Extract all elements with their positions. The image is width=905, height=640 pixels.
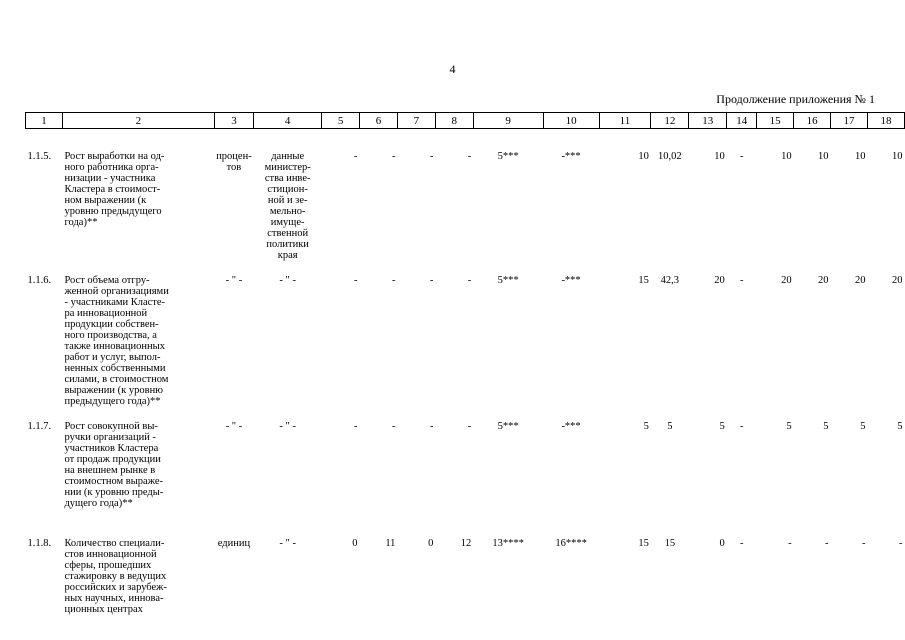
data-source (254, 261, 322, 407)
header-cell: 7 (397, 113, 435, 129)
value-cell: 5*** (497, 151, 519, 162)
value-cell: - (391, 275, 396, 286)
data-source-line: политики (266, 239, 309, 250)
data-source-line: ной и зе- (267, 195, 308, 206)
value-cell: - (739, 151, 744, 162)
indicator-name-line: Рост выработки на од- (64, 151, 165, 162)
value-cell: - (354, 421, 358, 432)
unit-of-measure (214, 524, 254, 615)
value-cell: -*** (561, 151, 581, 162)
header-cell: 11 (599, 113, 651, 129)
indicator-name-line: Рост объема отгру- (64, 275, 150, 286)
value-cell: - (467, 421, 472, 432)
indicator-name-line: женной организациями (64, 286, 169, 297)
value-cell: - (467, 151, 472, 162)
header-cell: 5 (322, 113, 360, 129)
value-cell: 5 (667, 421, 673, 432)
value-cell: 5 (643, 421, 649, 432)
value-cell: 0 (428, 538, 434, 549)
data-source-line: ственной (267, 228, 309, 239)
unit-of-measure-line: тов (226, 162, 242, 173)
header-row (26, 113, 905, 129)
table-row (26, 524, 905, 615)
header-cell: 14 (727, 113, 757, 129)
value-cell: 10 (854, 151, 866, 162)
indicator-name-line: ном выражении (к (64, 195, 147, 206)
indicator-name-line: предыдущего года)** (64, 396, 161, 407)
indicator-name-line: сферы, прошедших (64, 560, 152, 571)
table-row (26, 407, 905, 524)
indicator-name-line: ручки организаций - (64, 432, 156, 443)
value-cell: 20 (892, 275, 903, 286)
data-source (254, 524, 322, 615)
value-cell: - (429, 275, 434, 286)
indicator-name-line: на внешнем рынке в (64, 465, 156, 476)
indicator-name-line: продукции собствен- (64, 319, 159, 330)
value-cell: 15 (638, 538, 649, 549)
value-cell: -*** (561, 275, 581, 286)
value-cell: 10 (818, 151, 829, 162)
value-cell: - (788, 538, 792, 549)
value-cell: 0 (352, 538, 358, 549)
indicator-name-line: работ и услуг, выпол- (64, 352, 161, 363)
data-source-line: края (277, 250, 298, 261)
indicator-name-line: нии (к уровню преды- (64, 487, 164, 498)
indicator-name-line: ного работника орга- (64, 162, 159, 173)
value-cell: - (899, 538, 903, 549)
indicator-name-line: Количество специали- (64, 538, 165, 549)
indicator-name-line: также инновационных (64, 341, 165, 352)
indicator-name-line: участников Кластера (64, 443, 159, 454)
header-cell: 17 (831, 113, 868, 129)
indicator-name-line: ного производства, а (64, 330, 157, 341)
data-source-line: стицион- (267, 184, 308, 195)
value-cell: 5 (897, 421, 903, 432)
header-cell: 18 (867, 113, 904, 129)
header-cell: 15 (757, 113, 794, 129)
data-source-line: - " - (279, 421, 296, 432)
header-cell: 12 (651, 113, 689, 129)
continuation-label: Продолжение приложения № 1 (716, 92, 875, 106)
value-cell: - (391, 421, 396, 432)
indicator-name-line: ных научных, иннова- (64, 593, 164, 604)
indicator-name (62, 129, 214, 262)
header-cell: 3 (214, 113, 254, 129)
unit-of-measure (214, 407, 254, 524)
row-number: 1.1.5. (27, 151, 52, 162)
unit-of-measure-line: единиц (217, 538, 251, 549)
header-cell: 4 (254, 113, 322, 129)
value-cell: 11 (385, 538, 396, 549)
header-cell: 1 (26, 113, 63, 129)
value-cell: - (739, 275, 744, 286)
value-cell: 12 (460, 538, 472, 549)
value-cell: 5 (786, 421, 792, 432)
value-cell: 10 (638, 151, 649, 162)
value-cell: 10 (781, 151, 792, 162)
value-cell: 10,02 (658, 151, 682, 162)
value-cell: 5*** (497, 275, 519, 286)
value-cell: - (739, 421, 744, 432)
indicator-name-line: Кластера в стоимост- (64, 184, 161, 195)
unit-of-measure-line: - " - (225, 275, 243, 286)
page-number: 4 (449, 62, 456, 76)
value-cell: 13**** (492, 538, 524, 549)
value-cell: 42,3 (660, 275, 680, 286)
indicator-name-line: ра инновационной (64, 308, 148, 319)
indicator-name-line: от продаж продукции (64, 454, 161, 465)
data-source-line: данные (271, 151, 305, 162)
value-cell: 10 (892, 151, 903, 162)
row-number: 1.1.8. (27, 538, 52, 549)
value-cell: 5 (823, 421, 829, 432)
header-cell: 2 (62, 113, 214, 129)
indicator-name (62, 261, 214, 407)
value-cell: 20 (818, 275, 829, 286)
indicator-name-line: стов инновационной (64, 549, 157, 560)
unit-of-measure (214, 129, 254, 262)
value-cell: 15 (664, 538, 676, 549)
value-cell: - (429, 151, 434, 162)
value-cell: - (739, 538, 744, 549)
indicator-name (62, 524, 214, 615)
table-row (26, 129, 905, 262)
value-cell: 10 (714, 151, 725, 162)
indicator-name-line: ненных собственными (64, 363, 166, 374)
unit-of-measure-line: процен- (216, 151, 252, 162)
value-cell: 5 (860, 421, 866, 432)
value-cell: 16**** (555, 538, 587, 549)
header-cell: 16 (794, 113, 831, 129)
data-source-line: - " - (279, 538, 296, 549)
value-cell: 0 (719, 538, 725, 549)
indicator-name-line: российских и зарубеж- (64, 582, 167, 593)
header-cell: 10 (543, 113, 599, 129)
indicator-name-line: - участниками Класте- (64, 297, 166, 308)
indicator-name-line: выражении (к уровню (64, 385, 164, 396)
unit-of-measure-line: - " - (225, 421, 243, 432)
value-cell: - (861, 538, 866, 549)
header-cell: 13 (689, 113, 727, 129)
indicators-table (25, 112, 905, 615)
data-source (254, 407, 322, 524)
table-row (26, 261, 905, 407)
value-cell: 5 (719, 421, 725, 432)
unit-of-measure (214, 261, 254, 407)
data-source-line: мельно- (269, 206, 306, 217)
value-cell: - (354, 151, 358, 162)
data-source-line: имуще- (270, 217, 305, 228)
indicator-name-line: стажировку в ведущих (64, 571, 167, 582)
indicator-name-line: уровню предыдущего (64, 206, 162, 217)
data-source-line: ства инве- (264, 173, 311, 184)
indicator-name-line: силами, в стоимостном (64, 374, 169, 385)
data-source (254, 129, 322, 262)
indicator-name-line: дущего года)** (64, 498, 133, 509)
value-cell: - (391, 151, 396, 162)
value-cell: 20 (854, 275, 866, 286)
indicator-name (62, 407, 214, 524)
value-cell: - (467, 275, 472, 286)
value-cell: 15 (638, 275, 649, 286)
data-source-line: министер- (264, 162, 311, 173)
indicator-name-line: низации - участника (64, 173, 156, 184)
value-cell: 20 (714, 275, 725, 286)
value-cell: - (429, 421, 434, 432)
value-cell: - (825, 538, 829, 549)
header-cell: 6 (360, 113, 398, 129)
indicator-name-line: стоимостном выраже- (64, 476, 163, 487)
indicator-name-line: Рост совокупной вы- (64, 421, 158, 432)
indicator-name-line: года)** (64, 217, 98, 228)
indicator-name-line: ционных центрах (64, 604, 143, 615)
header-cell: 9 (473, 113, 543, 129)
value-cell: 20 (781, 275, 792, 286)
header-cell: 8 (435, 113, 473, 129)
row-number: 1.1.6. (27, 275, 52, 286)
value-cell: - (354, 275, 358, 286)
value-cell: -*** (561, 421, 581, 432)
row-number: 1.1.7. (27, 421, 52, 432)
data-source-line: - " - (279, 275, 296, 286)
value-cell: 5*** (497, 421, 519, 432)
